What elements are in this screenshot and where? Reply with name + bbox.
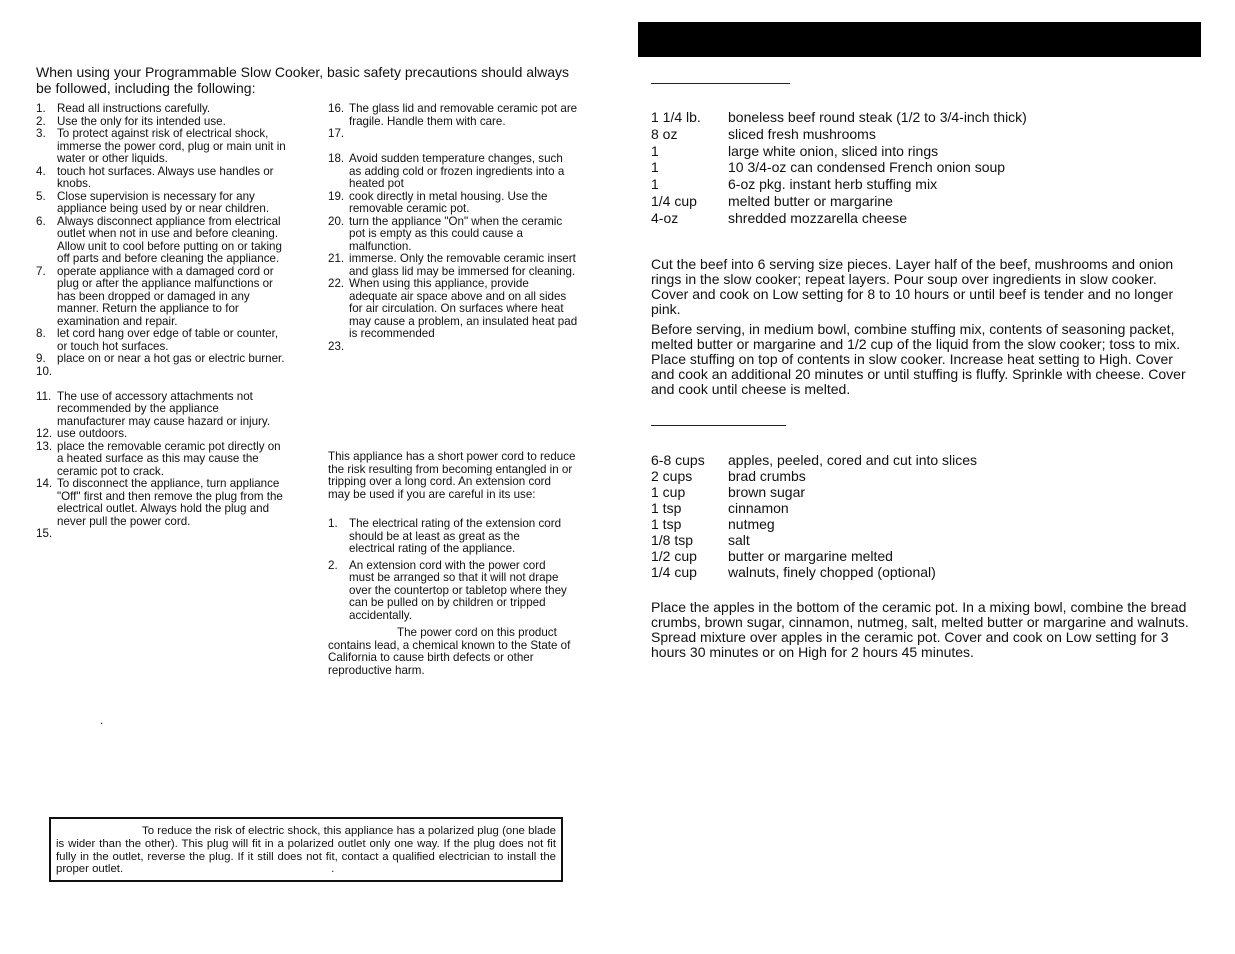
ingredient-qty: 1/4 cup <box>651 192 697 209</box>
recipe1-directions-2: Before serving, in medium bowl, combine stuffing mix, contents of seasoning packet, melted butter or margarine and 1/2 cup of the liquid from the slow cooker; toss to mix. Place stuffing on top of contents in slow cooker. Increase heat setting to High. Cover and cook an additional 20 minutes or until stuffing is fluffy. Sprinkle with cheese. Cover and cook until cheese is melted. <box>651 321 1186 397</box>
safety-item-number: 5. <box>36 189 46 203</box>
ingredient-qty: 1/8 tsp <box>651 532 694 548</box>
safety-item-number: 4. <box>36 164 46 178</box>
ingredient-qty: 1 tsp <box>651 500 682 516</box>
safety-item-text: place the removable ceramic pot directly on a heated surface as this may cause the ceramic pot to crack. <box>57 439 281 478</box>
ingredient-item: walnuts, finely chopped (optional) <box>728 564 936 580</box>
safety-item-number: 15. <box>36 527 53 540</box>
recipe2-ingredients <box>651 452 977 580</box>
safety-item-number: 21. <box>328 252 345 265</box>
safety-item-text: touch hot surfaces. Always use handles or knobs. <box>57 164 274 190</box>
ingredient-qty: 8 oz <box>651 125 678 142</box>
safety-item <box>328 278 578 341</box>
safety-item <box>36 128 286 166</box>
extension-cord-list <box>328 518 568 622</box>
ingredient-item: nutmeg <box>728 516 775 532</box>
safety-item-number: 20. <box>328 214 345 228</box>
ingredient-item: salt <box>728 532 750 548</box>
safety-item <box>328 103 578 128</box>
safety-item-number: 10. <box>36 364 53 378</box>
ingredient-item: cinnamon <box>728 500 789 516</box>
ingredient-qty: 1 <box>651 142 659 159</box>
ingredient-item: boneless beef round steak (1/2 to 3/4-inch thick) <box>728 109 1027 125</box>
safety-item-number: 11. <box>36 389 52 403</box>
safety-item-number: 9. <box>36 352 46 365</box>
safety-item-text: turn the appliance "On" when the ceramic pot is empty as this could cause a malfunction. <box>349 214 563 253</box>
ingredient-item: melted butter or margarine <box>728 192 893 209</box>
safety-item-number: 22. <box>328 277 345 290</box>
ingredient-item: sliced fresh mushrooms <box>728 125 876 142</box>
safety-item-number: 1. <box>36 102 46 115</box>
safety-item <box>36 528 286 553</box>
ingredient-qty: 1 <box>651 176 659 193</box>
safety-item-text: The glass lid and removable ceramic pot are fragile. Handle them with care. <box>349 102 578 128</box>
safety-item <box>36 191 286 216</box>
ingredient-row <box>651 564 977 580</box>
safety-item <box>36 266 286 329</box>
plug-notice-text: To reduce the risk of electric shock, this appliance has a polarized plug (one blade is wider than the other). This plug will fit in a polarized outlet only one way. If the plug does not fit fully in the outlet, reverse the plug. If it still does not fit, contact a qualified electrician to install the proper outlet. <box>56 825 556 876</box>
safety-item-text: use outdoors. <box>57 427 128 440</box>
ingredient-row <box>651 176 1027 193</box>
ingredient-item: apples, peeled, cored and cut into slices <box>728 452 978 468</box>
safety-item-number: 13. <box>36 439 53 453</box>
ingredient-row <box>651 193 1027 210</box>
recipe1-title-rule <box>651 83 790 84</box>
ingredient-row <box>651 532 977 548</box>
safety-item-number: 14. <box>36 477 53 490</box>
safety-item-text: Always disconnect appliance from electrical outlet when not in use and before cleaning. Allow unit to cool before putting on or taking off parts and before cleaning the appliance. <box>57 214 282 265</box>
ingredient-qty: 1/2 cup <box>651 548 697 564</box>
header-bar <box>638 22 1201 57</box>
ingredient-item: 6-oz pkg. instant herb stuffing mix <box>728 176 938 193</box>
ingredient-qty: 1 <box>651 159 659 176</box>
safety-list-column-1 <box>36 103 286 553</box>
ingredient-row <box>651 484 977 500</box>
list-number: 1. <box>328 517 338 530</box>
safety-item <box>36 478 286 528</box>
safety-item-number: 18. <box>328 152 345 165</box>
safety-item-text: let cord hang over edge of table or counter, or touch hot surfaces. <box>57 327 279 353</box>
recipe1-directions-1: Cut the beef into 6 serving size pieces. Layer half of the beef, mushrooms and onion rings in the slow cooker; repeat layers. Pour soup over ingredients in slow cooker. Cover and cook on Low setting for 8 to 10 hours or until beef is tender and no longer pink. <box>651 256 1174 317</box>
stray-period: . <box>100 714 104 727</box>
ingredient-qty: 1 tsp <box>651 516 682 532</box>
safety-item-number: 2. <box>36 114 46 128</box>
safety-item-number: 17. <box>328 127 345 140</box>
ingredient-row <box>651 468 977 484</box>
ingredient-qty: 1 cup <box>651 484 686 500</box>
safety-item <box>36 391 286 429</box>
safety-item-number: 12. <box>36 427 53 440</box>
safety-item-text: When using this appliance, provide adequate air space above and on all sides for air circulation. On surfaces where heat may cause a problem, an insulated heat pad is recommended <box>349 277 578 340</box>
prop65-warning: The power cord on this product contains lead, a chemical known to the State of California to cause birth defects or other reproductive harm. <box>328 626 571 677</box>
recipe2-title-rule <box>651 425 786 426</box>
safety-item-text: immerse. Only the removable ceramic insert and glass lid may be immersed for cleaning. <box>349 252 576 278</box>
safety-item <box>328 128 578 153</box>
ingredient-item: brown sugar <box>728 484 806 500</box>
safety-item <box>36 353 286 366</box>
safety-item <box>36 366 286 391</box>
ingredient-item: large white onion, sliced into rings <box>728 142 939 159</box>
safety-item-text: The use of accessory attachments not recommended by the appliance manufacturer may cause hazard or injury. <box>57 389 271 428</box>
safety-item-text: cook directly in metal housing. Use the removable ceramic pot. <box>349 189 548 215</box>
safety-item-number: 8. <box>36 327 46 340</box>
safety-list-column-2 <box>328 103 578 366</box>
polarized-plug-notice <box>49 817 563 882</box>
ingredient-row <box>651 210 1027 227</box>
ingredient-row <box>651 126 1027 143</box>
safety-item <box>328 216 578 254</box>
ingredient-qty: 6-8 cups <box>651 452 705 468</box>
safety-item-number: 7. <box>36 264 46 278</box>
ingredient-qty: 4-oz <box>651 209 679 226</box>
safety-item <box>328 341 578 366</box>
safety-item <box>328 153 578 191</box>
recipe1-ingredients <box>651 109 1027 227</box>
ingredient-row <box>651 516 977 532</box>
list-number: 2. <box>328 558 338 572</box>
safety-item <box>36 441 286 479</box>
safety-item-text: operate appliance with a damaged cord or plug or after the appliance malfunctions or has been dropped or damaged in any manner. Return the appliance to for examination and repair. <box>57 264 274 328</box>
ingredient-qty: 1/4 cup <box>651 564 697 580</box>
list-item <box>328 518 568 556</box>
safety-item-number: 19. <box>328 189 345 203</box>
safety-item-number: 16. <box>328 102 345 115</box>
safety-item <box>36 328 286 353</box>
safety-item <box>36 166 286 191</box>
list-item <box>328 560 568 623</box>
ingredient-qty: 2 cups <box>651 468 693 484</box>
safety-item-text: To disconnect the appliance, turn appliance "Off" first and then remove the plug from the electrical outlet. Always hold the plug and never pull the power cord. <box>57 477 283 528</box>
short-cord-text: This appliance has a short power cord to reduce the risk resulting from becoming entangled in or tripping over a long cord. An extension cord may be used if you are careful in its use: <box>328 450 576 501</box>
ingredient-qty: 1 1/4 lb. <box>651 109 701 125</box>
safety-item <box>328 191 578 216</box>
plug-notice-period: . <box>331 863 335 876</box>
recipe2-directions: Place the apples in the bottom of the ceramic pot. In a mixing bowl, combine the bread crumbs, brown sugar, cinnamon, nutmeg, salt, melted butter or margarine and walnuts. Spread mixture over apples in the ceramic pot. Cover and cook on Low setting for 3 hours 30 minutes or on High for 2 hours 45 minutes. <box>651 599 1189 660</box>
safety-item-text: place on or near a hot gas or electric burner. <box>57 352 285 365</box>
list-text: An extension cord with the power cord must be arranged so that it will not drape over the countertop or tabletop where they can be pulled on by children or tripped accidentally. <box>349 558 567 622</box>
ingredient-item: 10 3/4-oz can condensed French onion soup <box>728 159 1006 176</box>
ingredient-row <box>651 548 977 564</box>
ingredient-row <box>651 109 1027 126</box>
safety-item-text: Read all instructions carefully. <box>57 102 211 115</box>
safety-item-text: Avoid sudden temperature changes, such as adding cold or frozen ingredients into a heated pot <box>349 152 565 190</box>
ingredient-row <box>651 452 977 468</box>
ingredient-item: shredded mozzarella cheese <box>728 209 907 226</box>
safety-item-text: To protect against risk of electrical shock, immerse the power cord, plug or main unit in water or other liquids. <box>57 127 286 165</box>
ingredient-row <box>651 159 1027 176</box>
safety-item-number: 6. <box>36 214 46 228</box>
safety-item-number: 23. <box>328 339 345 353</box>
safety-intro: When using your Programmable Slow Cooker, basic safety precautions should always be followed, including the following: <box>36 64 570 96</box>
ingredient-item: butter or margarine melted <box>728 548 893 564</box>
ingredient-row <box>651 500 977 516</box>
safety-item-text: Close supervision is necessary for any appliance being used by or near children. <box>57 189 270 215</box>
list-text: The electrical rating of the extension cord should be at least as great as the electrical rating of the appliance. <box>349 517 562 555</box>
ingredient-row <box>651 143 1027 160</box>
safety-item-number: 3. <box>36 127 46 140</box>
safety-item <box>36 216 286 266</box>
ingredient-item: brad crumbs <box>728 468 806 484</box>
safety-item-text: Use the only for its intended use. <box>57 114 226 128</box>
safety-item <box>328 253 578 278</box>
